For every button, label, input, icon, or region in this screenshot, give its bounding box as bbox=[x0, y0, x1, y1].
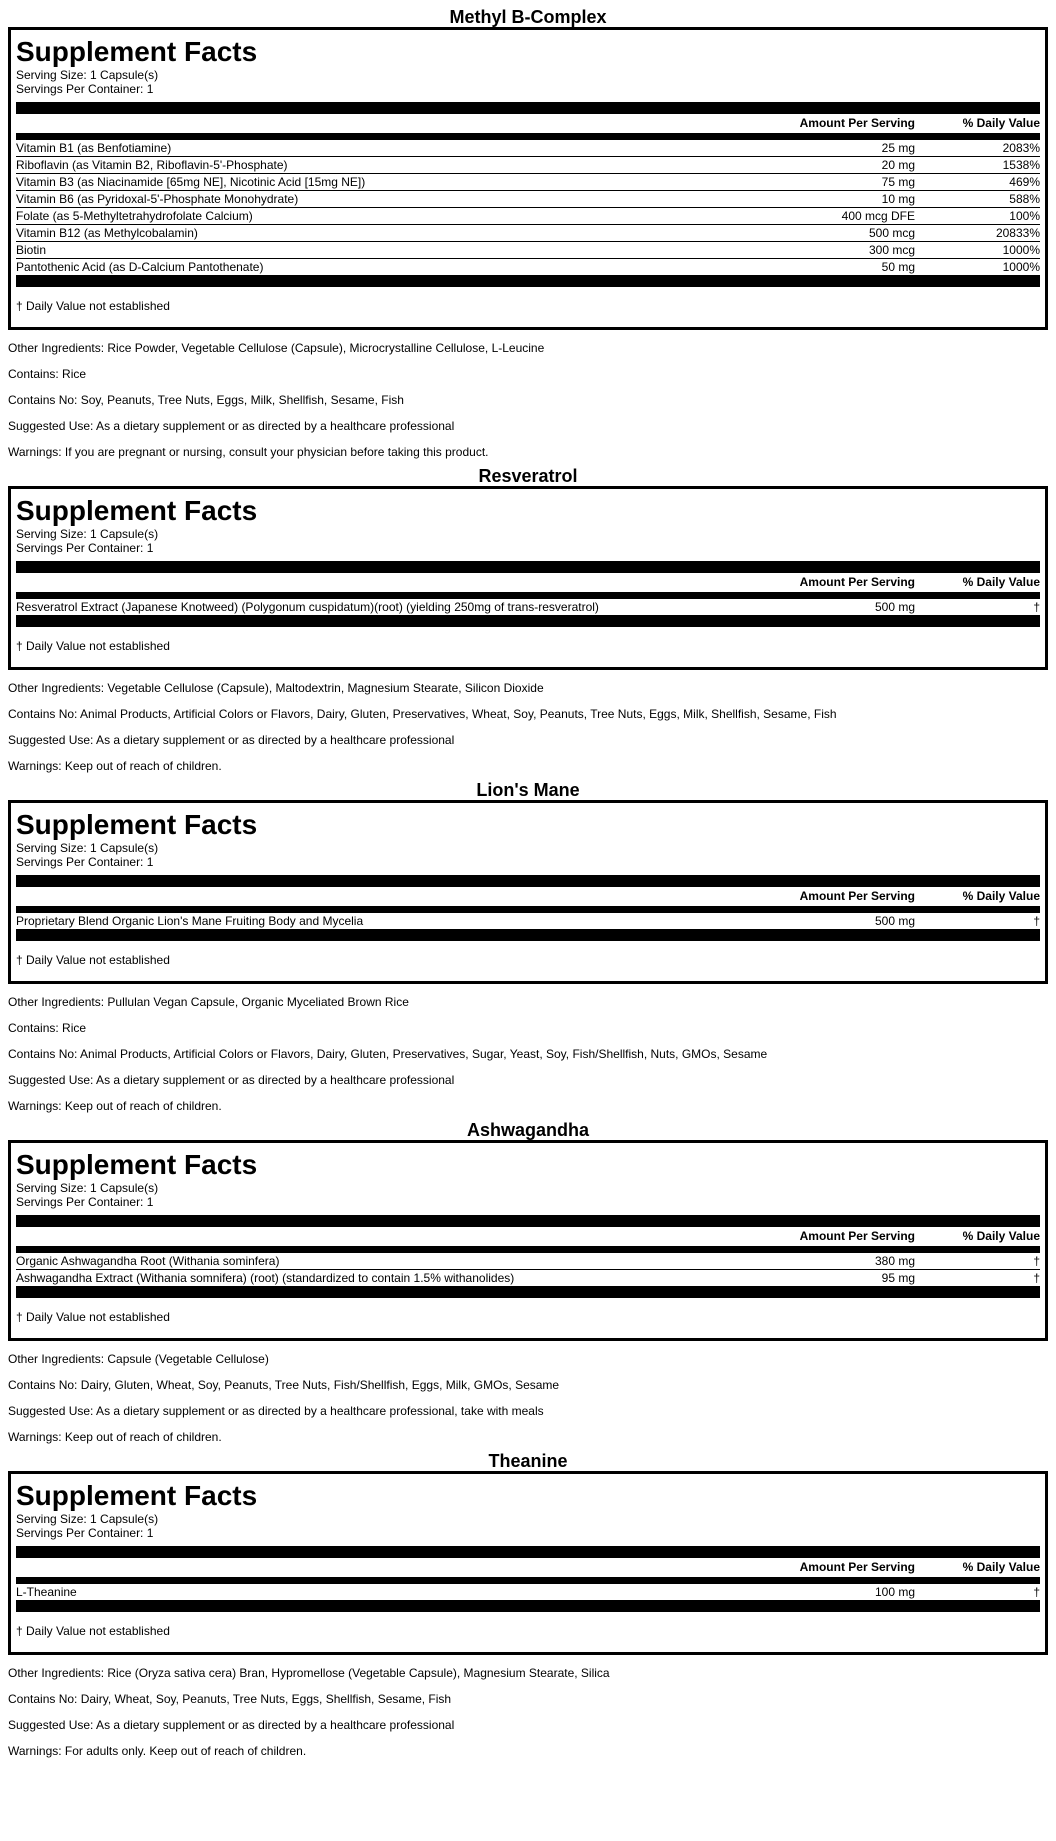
header-spacer bbox=[16, 116, 715, 131]
divider-bar bbox=[16, 561, 1040, 573]
nutrient-amount: 95 mg bbox=[881, 1271, 915, 1285]
nutrient-rows bbox=[16, 140, 1040, 275]
divider-bar bbox=[16, 1600, 1040, 1612]
nutrient-amount: 500 mcg bbox=[868, 226, 915, 240]
nutrient-daily-value: 1000% bbox=[1002, 243, 1040, 257]
nutrient-amount: 400 mcg DFE bbox=[841, 209, 915, 223]
nutrient-row bbox=[16, 599, 1040, 615]
product-title: Lion's Mane bbox=[476, 780, 580, 800]
servings-per-container: Servings Per Container: 1 bbox=[16, 1526, 154, 1540]
nutrient-amount: 50 mg bbox=[881, 260, 915, 274]
nutrient-daily-value: 469% bbox=[1009, 175, 1040, 189]
product-info-line: Suggested Use: As a dietary supplement or as directed by a healthcare professional bbox=[8, 733, 455, 747]
nutrient-name: Riboflavin (as Vitamin B2, Riboflavin-5'-Phosphate) bbox=[16, 158, 288, 172]
daily-value-footnote: † Daily Value not established bbox=[16, 1624, 170, 1638]
nutrient-row bbox=[16, 174, 1040, 191]
facts-heading: Supplement Facts bbox=[16, 1149, 258, 1180]
product-info-line: Warnings: Keep out of reach of children. bbox=[8, 1099, 222, 1113]
product-info-line: Contains: Rice bbox=[8, 1021, 87, 1035]
nutrient-amount: 20 mg bbox=[881, 158, 915, 172]
product-info-line: Other Ingredients: Vegetable Cellulose (Capsule), Maltodextrin, Magnesium Stearate, Silicon Dioxide bbox=[8, 681, 544, 695]
nutrient-daily-value: † bbox=[1033, 600, 1040, 614]
nutrient-daily-value: 2083% bbox=[1002, 141, 1040, 155]
nutrient-row bbox=[16, 1270, 1040, 1286]
nutrient-daily-value: † bbox=[1033, 1254, 1040, 1268]
divider-bar bbox=[16, 875, 1040, 887]
facts-header-row bbox=[16, 1227, 1040, 1253]
amount-header: Amount Per Serving bbox=[799, 889, 915, 903]
divider-bar bbox=[16, 929, 1040, 941]
nutrient-rows bbox=[16, 1584, 1040, 1600]
nutrient-amount: 300 mcg bbox=[868, 243, 915, 257]
servings-per-container: Servings Per Container: 1 bbox=[16, 1195, 154, 1209]
product-info-line: Other Ingredients: Rice (Oryza sativa cera) Bran, Hypromellose (Vegetable Capsule), Magnesium Stearate, Silica bbox=[8, 1666, 610, 1680]
divider-bar bbox=[16, 275, 1040, 287]
serving-size: Serving Size: 1 Capsule(s) bbox=[16, 1181, 159, 1195]
nutrient-row bbox=[16, 225, 1040, 242]
daily-value-header: % Daily Value bbox=[962, 575, 1040, 589]
product-title: Resveratrol bbox=[478, 466, 578, 486]
nutrient-row bbox=[16, 140, 1040, 157]
nutrient-amount: 100 mg bbox=[874, 1585, 915, 1599]
facts-heading: Supplement Facts bbox=[16, 36, 258, 67]
product-info bbox=[8, 341, 1048, 459]
product-section bbox=[8, 1113, 1048, 1444]
daily-value-footnote: † Daily Value not established bbox=[16, 639, 170, 653]
nutrient-name: Proprietary Blend Organic Lion's Mane Fruiting Body and Mycelia bbox=[16, 914, 364, 928]
divider-bar bbox=[16, 1286, 1040, 1298]
amount-header: Amount Per Serving bbox=[799, 116, 915, 130]
nutrient-amount: 75 mg bbox=[881, 175, 915, 189]
product-info bbox=[8, 1666, 1048, 1758]
nutrient-row bbox=[16, 157, 1040, 174]
nutrient-row bbox=[16, 191, 1040, 208]
product-info-line: Contains No: Animal Products, Artificial Colors or Flavors, Dairy, Gluten, Preservatives, Sugar, Yeast, Soy, Fish/Shellfish, Nuts, GMOs, Sesame bbox=[8, 1047, 768, 1061]
product-section bbox=[8, 0, 1048, 459]
nutrient-name: Biotin bbox=[16, 243, 47, 257]
product-info-line: Contains: Rice bbox=[8, 367, 87, 381]
servings-per-container: Servings Per Container: 1 bbox=[16, 855, 154, 869]
facts-heading: Supplement Facts bbox=[16, 809, 258, 840]
product-info-line: Contains No: Animal Products, Artificial Colors or Flavors, Dairy, Gluten, Preservatives, Wheat, Soy, Peanuts, Tree Nuts, Eggs, Milk, Shellfish, Sesame, Fish bbox=[8, 707, 837, 721]
product-info-line: Suggested Use: As a dietary supplement or as directed by a healthcare professional bbox=[8, 1718, 455, 1732]
nutrient-row bbox=[16, 1584, 1040, 1600]
product-info-line: Warnings: Keep out of reach of children. bbox=[8, 759, 222, 773]
product-info-line: Other Ingredients: Capsule (Vegetable Cellulose) bbox=[8, 1352, 269, 1366]
amount-header: Amount Per Serving bbox=[799, 575, 915, 589]
serving-size: Serving Size: 1 Capsule(s) bbox=[16, 527, 159, 541]
serving-size: Serving Size: 1 Capsule(s) bbox=[16, 841, 159, 855]
divider-bar bbox=[16, 1215, 1040, 1227]
serving-size: Serving Size: 1 Capsule(s) bbox=[16, 68, 159, 82]
daily-value-header: % Daily Value bbox=[962, 1229, 1040, 1243]
nutrient-row bbox=[16, 913, 1040, 929]
nutrient-amount: 25 mg bbox=[881, 141, 915, 155]
nutrient-row bbox=[16, 242, 1040, 259]
product-info bbox=[8, 995, 1048, 1113]
nutrient-row bbox=[16, 1253, 1040, 1270]
header-spacer bbox=[16, 889, 715, 904]
product-title: Ashwagandha bbox=[466, 1120, 590, 1140]
amount-header: Amount Per Serving bbox=[799, 1229, 915, 1243]
header-spacer bbox=[16, 1229, 715, 1244]
product-info-line: Other Ingredients: Rice Powder, Vegetable Cellulose (Capsule), Microcrystalline Cellulose, L-Leucine bbox=[8, 341, 545, 355]
amount-header: Amount Per Serving bbox=[799, 1560, 915, 1574]
nutrient-name: Ashwagandha Extract (Withania somnifera) (root) (standardized to contain 1.5% withanolides) bbox=[16, 1271, 515, 1285]
nutrient-name: Vitamin B6 (as Pyridoxal-5'-Phosphate Monohydrate) bbox=[16, 192, 299, 206]
nutrient-amount: 10 mg bbox=[881, 192, 915, 206]
daily-value-footnote: † Daily Value not established bbox=[16, 299, 170, 313]
nutrient-amount: 500 mg bbox=[874, 914, 915, 928]
product-title: Methyl B-Complex bbox=[449, 7, 607, 27]
supplement-facts-panel bbox=[8, 1471, 1048, 1655]
daily-value-header: % Daily Value bbox=[962, 889, 1040, 903]
supplement-facts-panel bbox=[8, 1140, 1048, 1341]
daily-value-footnote: † Daily Value not established bbox=[16, 953, 170, 967]
nutrient-name: Organic Ashwagandha Root (Withania sominfera) bbox=[16, 1254, 280, 1268]
nutrient-name: Vitamin B12 (as Methylcobalamin) bbox=[16, 226, 198, 240]
product-info-line: Other Ingredients: Pullulan Vegan Capsule, Organic Myceliated Brown Rice bbox=[8, 995, 409, 1009]
product-info-line: Warnings: Keep out of reach of children. bbox=[8, 1430, 222, 1444]
servings-per-container: Servings Per Container: 1 bbox=[16, 82, 154, 96]
nutrient-daily-value: † bbox=[1033, 914, 1040, 928]
nutrient-name: Resveratrol Extract (Japanese Knotweed) (Polygonum cuspidatum)(root) (yielding 250mg of trans-resveratrol) bbox=[16, 600, 599, 614]
nutrient-daily-value: † bbox=[1033, 1585, 1040, 1599]
facts-heading: Supplement Facts bbox=[16, 495, 258, 526]
nutrient-row bbox=[16, 259, 1040, 275]
nutrient-row bbox=[16, 208, 1040, 225]
header-spacer bbox=[16, 575, 715, 590]
servings-per-container: Servings Per Container: 1 bbox=[16, 541, 154, 555]
product-info-line: Suggested Use: As a dietary supplement or as directed by a healthcare professional bbox=[8, 1073, 455, 1087]
daily-value-header: % Daily Value bbox=[962, 116, 1040, 130]
product-info bbox=[8, 1352, 1048, 1444]
divider-bar bbox=[16, 615, 1040, 627]
product-title: Theanine bbox=[488, 1451, 568, 1471]
facts-header-row bbox=[16, 887, 1040, 913]
nutrient-daily-value: 588% bbox=[1009, 192, 1040, 206]
product-info-line: Suggested Use: As a dietary supplement or as directed by a healthcare professional, take with meals bbox=[8, 1404, 544, 1418]
nutrient-name: Pantothenic Acid (as D-Calcium Pantothenate) bbox=[16, 260, 264, 274]
supplement-facts-panel bbox=[8, 486, 1048, 670]
product-info-line: Warnings: For adults only. Keep out of reach of children. bbox=[8, 1744, 307, 1758]
supplement-facts-panel bbox=[8, 800, 1048, 984]
product-section bbox=[8, 773, 1048, 1113]
product-info-line: Contains No: Soy, Peanuts, Tree Nuts, Eggs, Milk, Shellfish, Sesame, Fish bbox=[8, 393, 404, 407]
nutrient-daily-value: 1538% bbox=[1002, 158, 1040, 172]
nutrient-name: Folate (as 5-Methyltetrahydrofolate Calcium) bbox=[16, 209, 253, 223]
nutrient-daily-value: 1000% bbox=[1002, 260, 1040, 274]
facts-header-row bbox=[16, 114, 1040, 140]
nutrient-name: L-Theanine bbox=[16, 1585, 77, 1599]
product-info-line: Suggested Use: As a dietary supplement or as directed by a healthcare professional bbox=[8, 419, 455, 433]
product-info bbox=[8, 681, 1048, 773]
facts-heading: Supplement Facts bbox=[16, 1480, 258, 1511]
nutrient-daily-value: † bbox=[1033, 1271, 1040, 1285]
divider-bar bbox=[16, 1546, 1040, 1558]
nutrient-name: Vitamin B1 (as Benfotiamine) bbox=[16, 141, 172, 155]
nutrient-daily-value: 100% bbox=[1009, 209, 1040, 223]
product-info-line: Warnings: If you are pregnant or nursing, consult your physician before taking this product. bbox=[8, 445, 489, 459]
header-spacer bbox=[16, 1560, 715, 1575]
nutrient-rows bbox=[16, 913, 1040, 929]
nutrient-rows bbox=[16, 599, 1040, 615]
facts-header-row bbox=[16, 1558, 1040, 1584]
product-section bbox=[8, 1444, 1048, 1758]
product-section bbox=[8, 459, 1048, 773]
daily-value-header: % Daily Value bbox=[962, 1560, 1040, 1574]
divider-bar bbox=[16, 102, 1040, 114]
nutrient-name: Vitamin B3 (as Niacinamide [65mg NE], Nicotinic Acid [15mg NE]) bbox=[16, 175, 366, 189]
nutrient-amount: 500 mg bbox=[874, 600, 915, 614]
serving-size: Serving Size: 1 Capsule(s) bbox=[16, 1512, 159, 1526]
nutrient-daily-value: 20833% bbox=[995, 226, 1040, 240]
supplement-facts-panel bbox=[8, 27, 1048, 330]
product-info-line: Contains No: Dairy, Gluten, Wheat, Soy, Peanuts, Tree Nuts, Fish/Shellfish, Eggs, Milk, GMOs, Sesame bbox=[8, 1378, 560, 1392]
nutrient-rows bbox=[16, 1253, 1040, 1286]
daily-value-footnote: † Daily Value not established bbox=[16, 1310, 170, 1324]
facts-header-row bbox=[16, 573, 1040, 599]
nutrient-amount: 380 mg bbox=[874, 1254, 915, 1268]
product-info-line: Contains No: Dairy, Wheat, Soy, Peanuts, Tree Nuts, Eggs, Shellfish, Sesame, Fish bbox=[8, 1692, 452, 1706]
